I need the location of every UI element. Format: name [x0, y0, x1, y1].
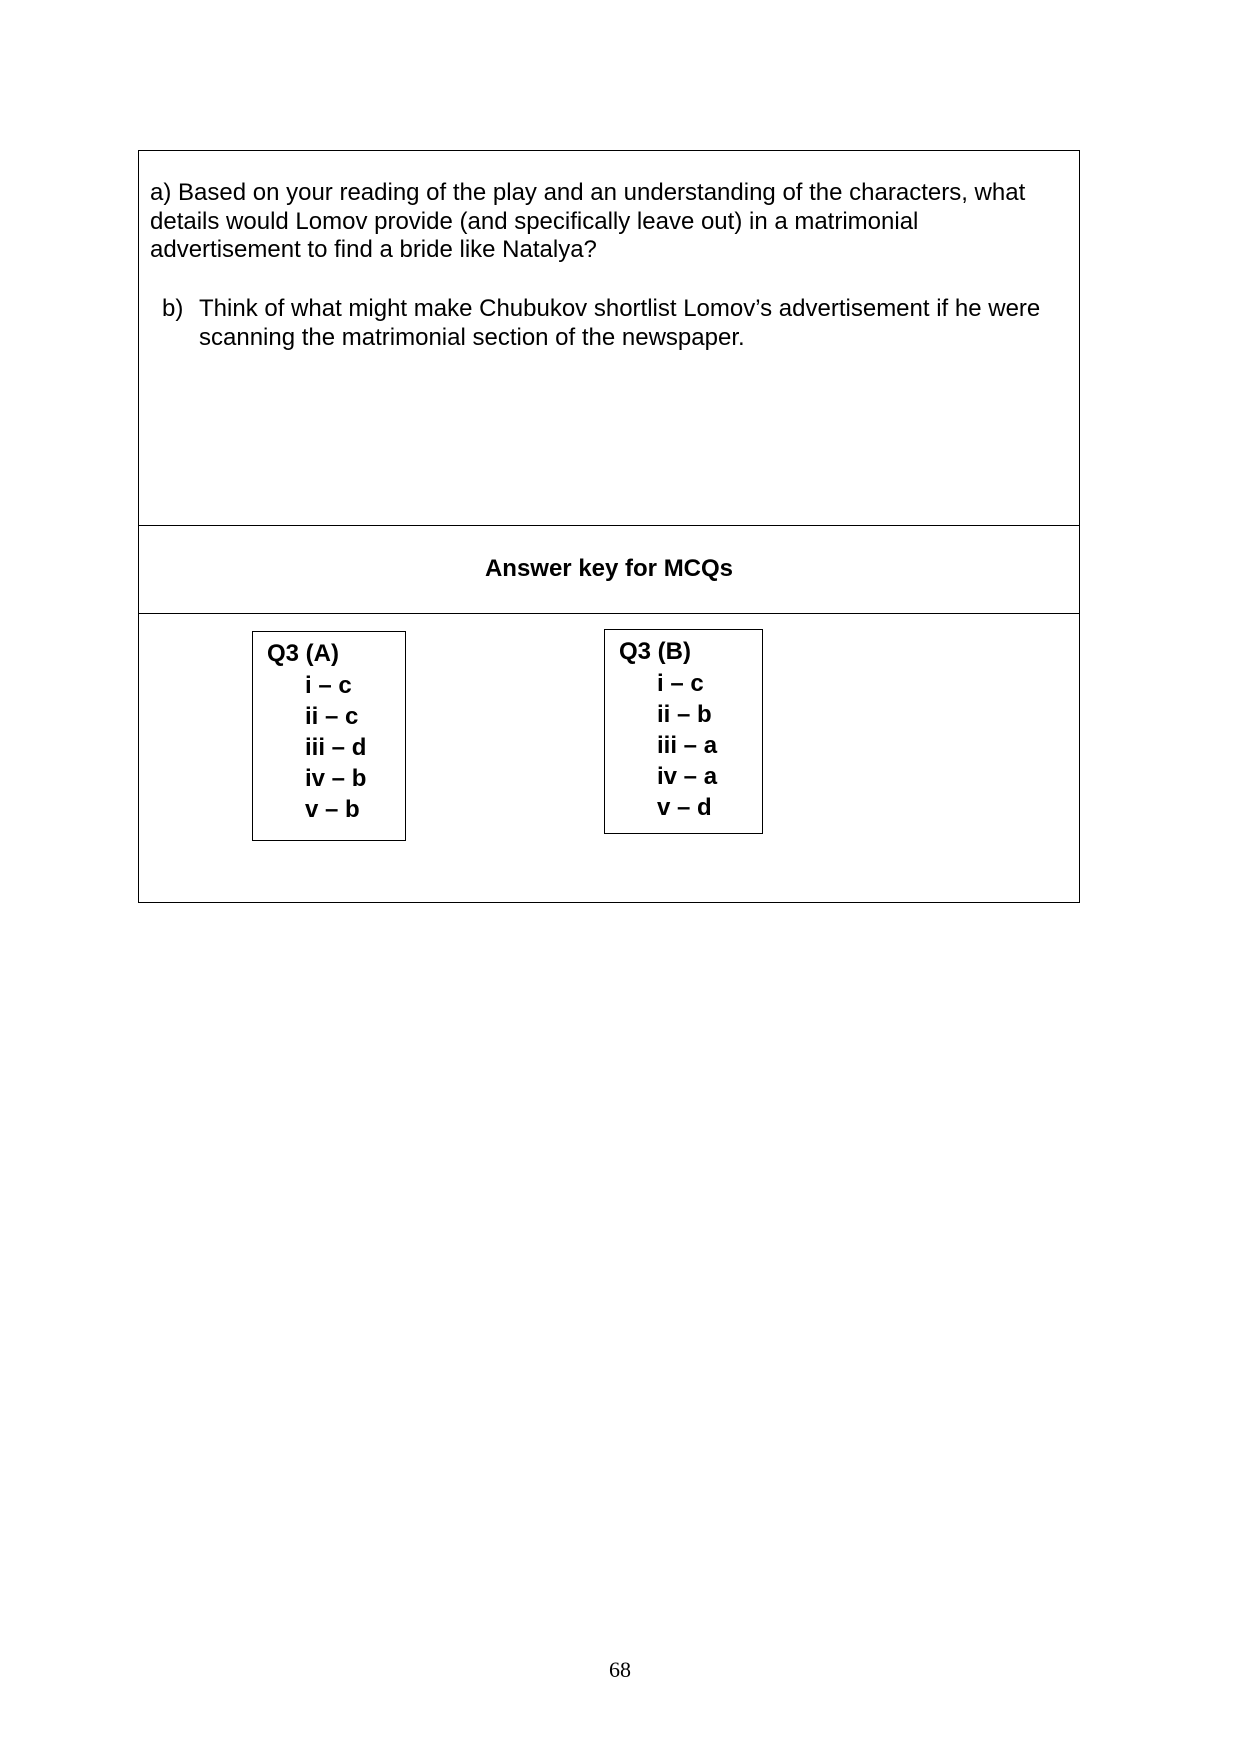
answer-item: i – c: [305, 672, 352, 699]
answer-list: [305, 670, 366, 825]
answer-box-title: Q3 (B): [619, 638, 691, 665]
answer-item: iv – b: [305, 765, 367, 792]
question-a: a) Based on your reading of the play and an understanding of the characters, what details would Lomov provide (and specifically leave out) in a matrimonial advertisement to find a bride like Natalya?: [150, 179, 1026, 263]
answer-item: ii – c: [305, 703, 359, 730]
answer-item: v – b: [305, 796, 360, 823]
answer-item: v – d: [657, 794, 712, 821]
answer-box-q3b: [604, 629, 763, 834]
answer-item: iii – d: [305, 734, 367, 761]
answer-box-title: Q3 (A): [267, 640, 339, 667]
question-b-text: Think of what might make Chubukov shortlist Lomov’s advertisement if he were scanning the matrimonial section of the newspaper.: [199, 295, 1041, 351]
answer-key-title: Answer key for MCQs: [484, 555, 734, 582]
answer-key-header-row: [139, 526, 1079, 614]
page-number: 68: [609, 1657, 631, 1682]
questions-row: [139, 151, 1079, 526]
answer-list: [657, 668, 717, 823]
answer-item: iii – a: [657, 732, 718, 759]
answer-item: iv – a: [657, 763, 718, 790]
question-table: [138, 150, 1080, 903]
question-b-marker: b): [162, 295, 184, 322]
answer-item: ii – b: [657, 701, 712, 728]
answer-box-q3a: [252, 631, 406, 841]
answer-item: i – c: [657, 670, 704, 697]
